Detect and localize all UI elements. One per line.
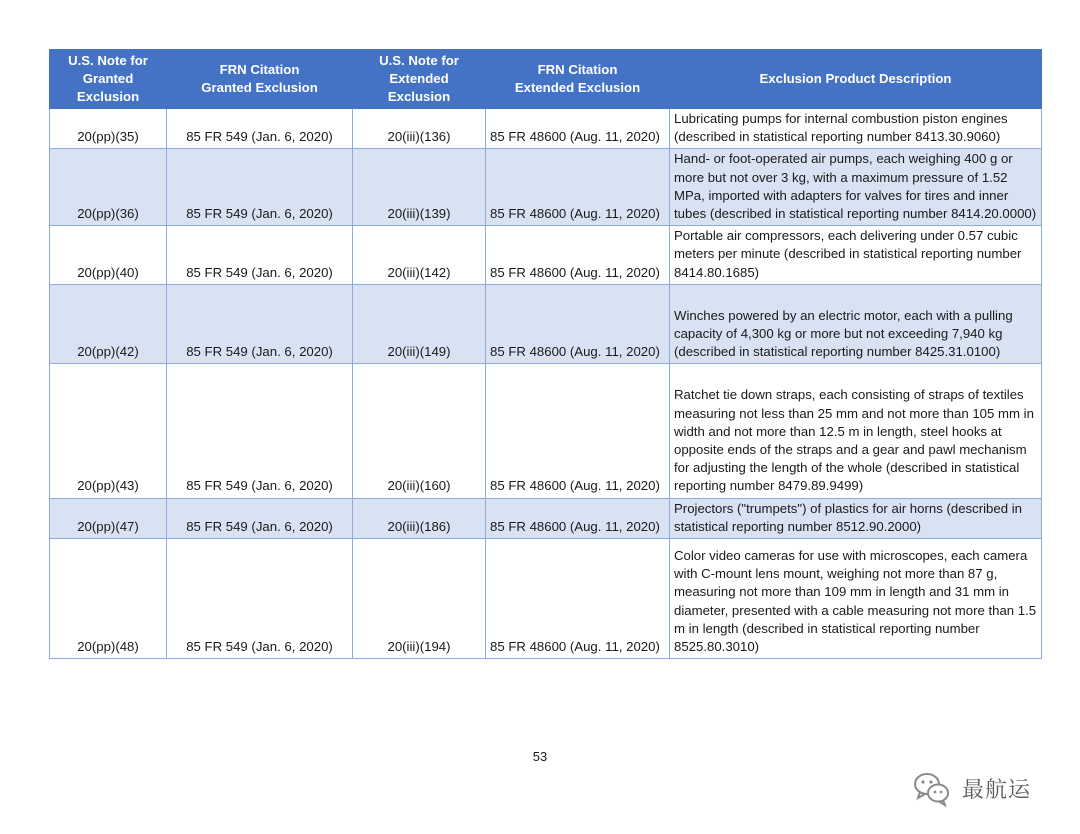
cell-note-granted: 20(pp)(40) [50, 226, 167, 285]
cell-frn-granted: 85 FR 549 (Jan. 6, 2020) [167, 149, 353, 226]
cell-frn-granted: 85 FR 549 (Jan. 6, 2020) [167, 284, 353, 364]
cell-description: Portable air compressors, each delivering under 0.57 cubic meters per minute (described in statistical reporting number 8414.80.1685) [670, 226, 1042, 285]
cell-note-granted: 20(pp)(36) [50, 149, 167, 226]
header-us-note-extended: U.S. Note for Extended Exclusion [353, 50, 486, 109]
cell-frn-extended: 85 FR 48600 (Aug. 11, 2020) [486, 498, 670, 538]
cell-description: Winches powered by an electric motor, each with a pulling capacity of 4,300 kg or more but not exceeding 7,940 kg (described in statistical reporting number 8425.31.0100) [670, 284, 1042, 364]
cell-description: Ratchet tie down straps, each consisting of straps of textiles measuring not less than 25 mm and not more than 105 mm in width and not more than 12.5 m in length, steel hooks at opposite ends of the straps and a gear and pawl mechanism for adjusting the length of the whole (described in statistical reporting number 8479.89.9499) [670, 364, 1042, 498]
wechat-logo-icon [910, 766, 954, 810]
header-us-note-granted: U.S. Note for Granted Exclusion [50, 50, 167, 109]
table-row [50, 284, 1042, 364]
cell-frn-extended: 85 FR 48600 (Aug. 11, 2020) [486, 364, 670, 498]
cell-note-granted: 20(pp)(48) [50, 539, 167, 659]
cell-frn-extended: 85 FR 48600 (Aug. 11, 2020) [486, 149, 670, 226]
table-row [50, 226, 1042, 285]
table-row [50, 539, 1042, 659]
table-row [50, 364, 1042, 498]
cell-note-granted: 20(pp)(47) [50, 498, 167, 538]
cell-note-extended: 20(iii)(160) [353, 364, 486, 498]
cell-frn-granted: 85 FR 549 (Jan. 6, 2020) [167, 364, 353, 498]
cell-note-granted: 20(pp)(42) [50, 284, 167, 364]
table-header-row [50, 50, 1042, 109]
cell-frn-extended: 85 FR 48600 (Aug. 11, 2020) [486, 539, 670, 659]
cell-note-extended: 20(iii)(149) [353, 284, 486, 364]
table-row [50, 109, 1042, 149]
cell-frn-granted: 85 FR 549 (Jan. 6, 2020) [167, 498, 353, 538]
cell-frn-extended: 85 FR 48600 (Aug. 11, 2020) [486, 109, 670, 149]
cell-description: Hand- or foot-operated air pumps, each weighing 400 g or more but not over 3 kg, with a maximum pressure of 1.52 MPa, imported with adapters for valves for tires and inner tubes (described in statistical reporting number 8414.20.0000) [670, 149, 1042, 226]
exclusions-table [49, 49, 1042, 659]
header-product-description: Exclusion Product Description [670, 50, 1042, 109]
cell-description: Projectors ("trumpets") of plastics for air horns (described in statistical reporting number 8512.90.2000) [670, 498, 1042, 538]
watermark [910, 766, 1031, 810]
table-row [50, 149, 1042, 226]
cell-description: Color video cameras for use with microscopes, each camera with C-mount lens mount, weighing not more than 87 g, measuring not more than 109 mm in length and 31 mm in diameter, presented with a cable measuring not more than 1.5 m in length (described in statistical reporting number 8525.80.3010) [670, 539, 1042, 659]
cell-note-extended: 20(iii)(142) [353, 226, 486, 285]
cell-frn-granted: 85 FR 549 (Jan. 6, 2020) [167, 226, 353, 285]
table-row [50, 498, 1042, 538]
cell-frn-granted: 85 FR 549 (Jan. 6, 2020) [167, 539, 353, 659]
cell-note-granted: 20(pp)(43) [50, 364, 167, 498]
cell-frn-extended: 85 FR 48600 (Aug. 11, 2020) [486, 226, 670, 285]
cell-note-granted: 20(pp)(35) [50, 109, 167, 149]
cell-description: Lubricating pumps for internal combustion piston engines (described in statistical reporting number 8413.30.9060) [670, 109, 1042, 149]
cell-note-extended: 20(iii)(139) [353, 149, 486, 226]
watermark-text: 最航运 [962, 777, 1032, 803]
cell-note-extended: 20(iii)(186) [353, 498, 486, 538]
cell-note-extended: 20(iii)(136) [353, 109, 486, 149]
page-number: 53 [532, 749, 548, 764]
header-frn-granted: FRN Citation Granted Exclusion [167, 50, 353, 109]
cell-frn-extended: 85 FR 48600 (Aug. 11, 2020) [486, 284, 670, 364]
cell-note-extended: 20(iii)(194) [353, 539, 486, 659]
cell-frn-granted: 85 FR 549 (Jan. 6, 2020) [167, 109, 353, 149]
header-frn-extended: FRN Citation Extended Exclusion [486, 50, 670, 109]
